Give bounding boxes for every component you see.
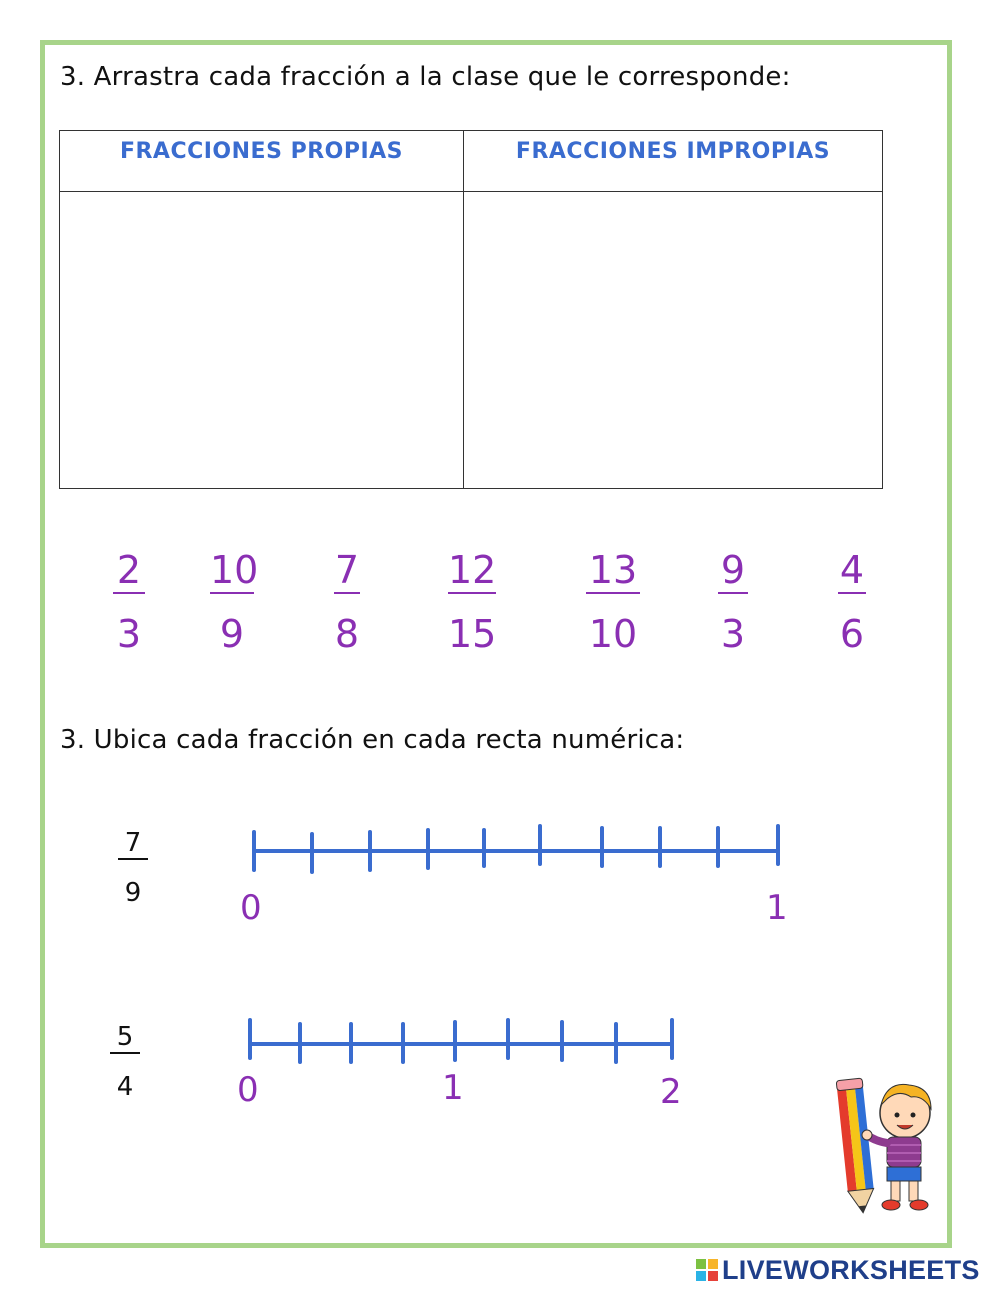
- fraction-numerator: 7: [118, 828, 148, 860]
- number-line-1-label-start: 0: [240, 888, 262, 928]
- boy-with-pencil-illustration: [835, 1075, 950, 1220]
- fraction-denominator: 9: [124, 878, 142, 908]
- number-line-1-label-end: 1: [766, 888, 788, 928]
- fraction-denominator: 10: [588, 612, 638, 656]
- fraction-denominator: 9: [219, 612, 245, 656]
- liveworksheets-brand: [696, 1255, 980, 1285]
- question-2-title: 3. Ubica cada fracción en cada recta numérica:: [60, 725, 685, 755]
- header-improper-fractions: FRACCIONES IMPROPIAS: [515, 139, 831, 164]
- fraction-numerator: 10: [210, 548, 259, 592]
- fraction-numerator: 4: [839, 548, 865, 592]
- number-line-2: [250, 1020, 672, 1062]
- fraction-denominator: 4: [116, 1072, 134, 1102]
- fraction-numerator: 12: [448, 548, 497, 592]
- number-line-2-label-middle: 1: [442, 1068, 464, 1108]
- number-line-1: [254, 826, 778, 872]
- fraction-numerator: 13: [586, 548, 640, 594]
- question-1-title: 3. Arrastra cada fracción a la clase que le corresponde:: [60, 62, 791, 92]
- header-proper-fractions: FRACCIONES PROPIAS: [119, 139, 404, 164]
- fraction-denominator: 8: [334, 612, 360, 656]
- brand-name: LIVEWORKSHEETS: [722, 1254, 980, 1285]
- fraction-numerator: 5: [110, 1022, 140, 1054]
- fraction-denominator: 6: [839, 612, 865, 656]
- fraction-denominator: 3: [720, 612, 746, 656]
- fraction-numerator: 2: [113, 548, 145, 594]
- fraction-denominator: 3: [116, 612, 142, 656]
- fraction-numerator: 7: [334, 548, 360, 592]
- number-line-2-label-start: 0: [237, 1070, 259, 1110]
- number-line-2-label-end: 2: [660, 1072, 682, 1112]
- fraction-numerator: 9: [718, 548, 748, 594]
- liveworksheets-logo-icon: [696, 1259, 718, 1281]
- fraction-denominator: 15: [448, 612, 497, 656]
